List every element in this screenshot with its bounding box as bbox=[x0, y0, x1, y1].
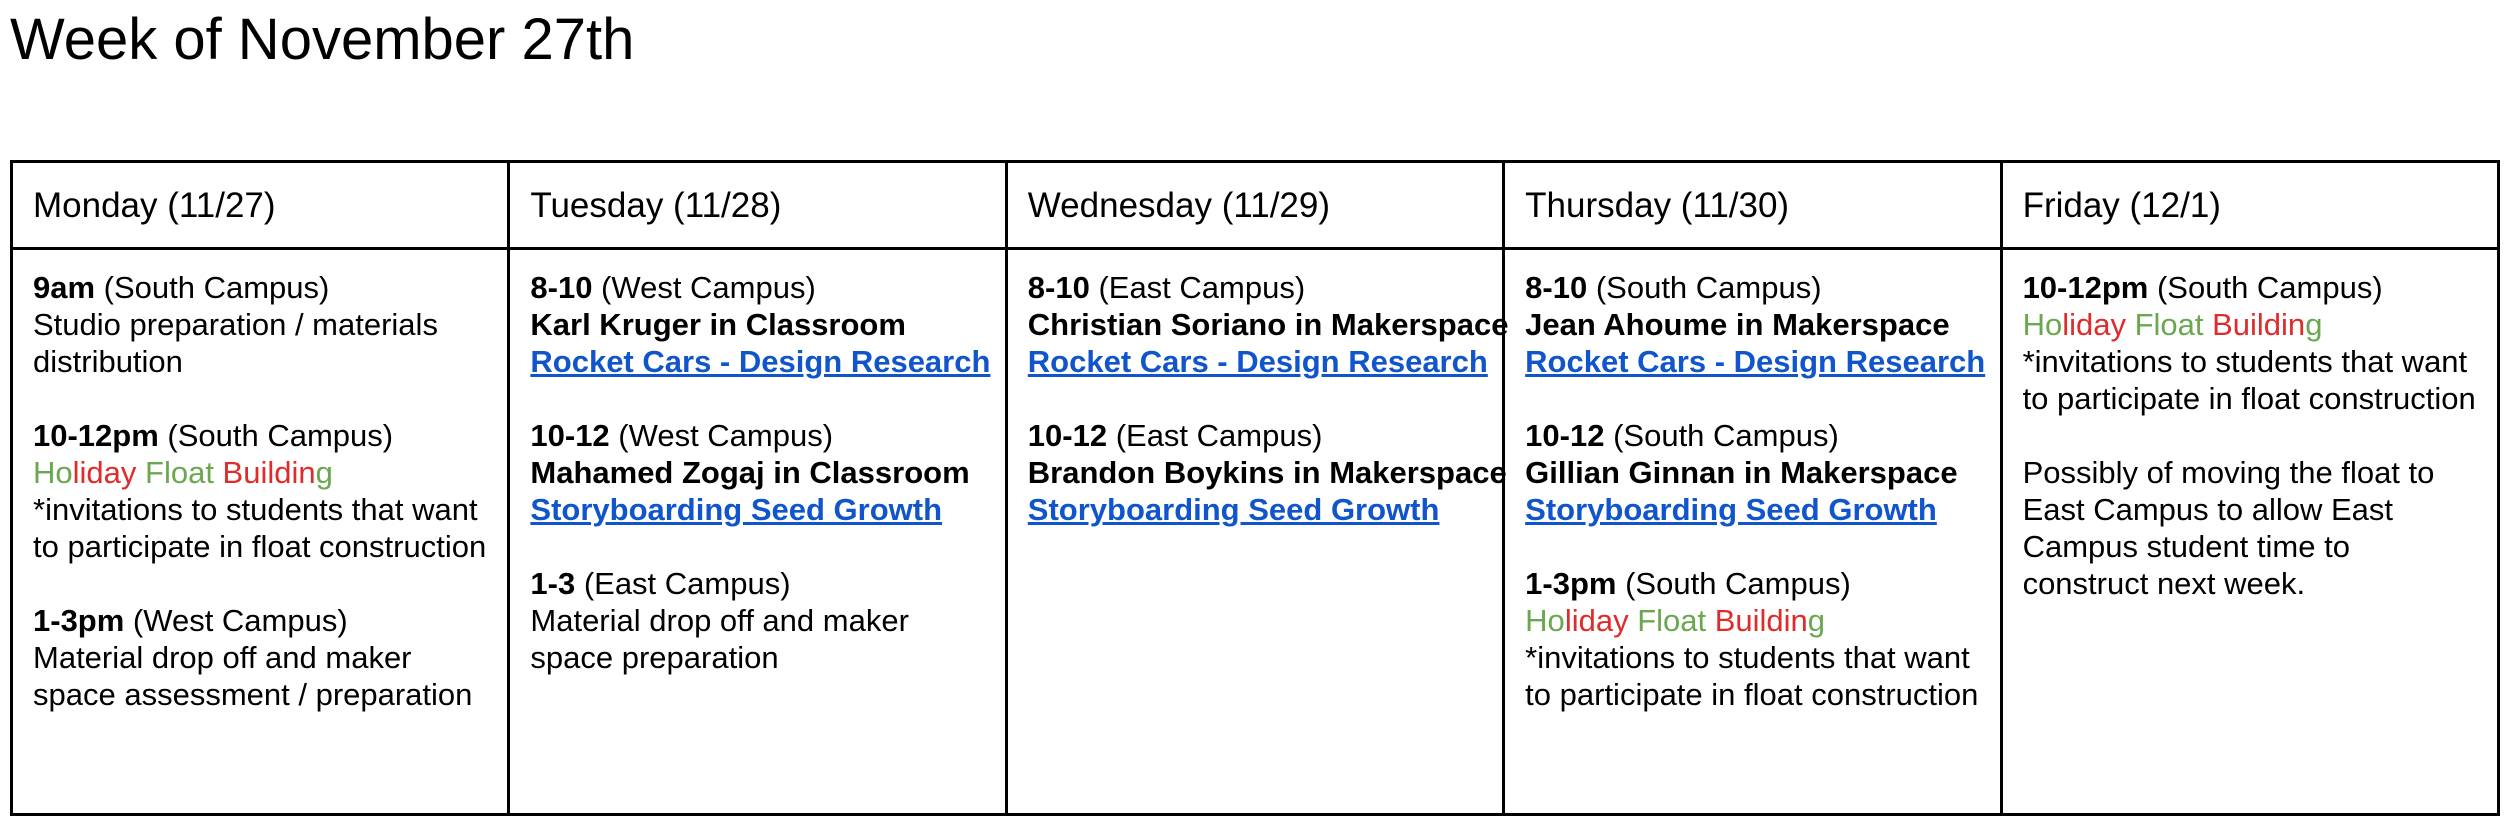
holiday-float-building-label bbox=[2023, 306, 2477, 343]
schedule-note bbox=[2023, 454, 2477, 602]
festive-segment: g bbox=[315, 455, 333, 490]
entry-presenter: Mahamed Zogaj in Classroom bbox=[530, 455, 970, 490]
entry-time: 10-12pm bbox=[2022, 270, 2149, 305]
entry-location: (West Campus) bbox=[592, 270, 816, 305]
schedule-entry bbox=[1525, 269, 1986, 380]
entry-location: (East Campus) bbox=[1107, 418, 1323, 453]
day-header-friday: Friday (12/1) bbox=[2001, 162, 2498, 249]
festive-segment: Buildin bbox=[1706, 603, 1808, 638]
schedule-entry bbox=[33, 602, 487, 713]
entry-time: 8-10 bbox=[1027, 270, 1090, 305]
holiday-float-building-label bbox=[1525, 602, 1979, 639]
session-link[interactable]: Storyboarding Seed Growth bbox=[530, 492, 943, 527]
entry-location: (South Campus) bbox=[2148, 270, 2383, 305]
entry-description: *invitations to students that want to participate in float construction bbox=[33, 492, 487, 564]
entry-presenter: Brandon Boykins in Makerspace bbox=[1027, 455, 1507, 490]
session-link[interactable]: Rocket Cars - Design Research bbox=[1027, 344, 1488, 379]
session-link[interactable]: Storyboarding Seed Growth bbox=[1027, 492, 1440, 527]
entry-time-line bbox=[530, 417, 984, 454]
festive-segment: Ho bbox=[33, 455, 73, 490]
entry-description: Studio preparation / materials distribution bbox=[33, 307, 438, 379]
day-cell-friday bbox=[2001, 249, 2498, 815]
entry-time: 10-12 bbox=[1027, 418, 1108, 453]
entry-time: 10-12 bbox=[530, 418, 610, 453]
entry-presenter: Jean Ahoume in Makerspace bbox=[1525, 307, 1950, 342]
entry-time: 10-12pm bbox=[33, 418, 159, 453]
festive-segment: liday bbox=[72, 455, 137, 490]
holiday-float-building-label bbox=[33, 454, 487, 491]
schedule-entry bbox=[33, 417, 487, 565]
day-header-row bbox=[12, 162, 2499, 249]
entry-time-line bbox=[33, 269, 487, 306]
festive-segment: g bbox=[2305, 307, 2323, 342]
entry-time: 9am bbox=[33, 270, 96, 305]
day-cell-wednesday bbox=[1006, 249, 1509, 815]
day-header-wednesday: Wednesday (11/29) bbox=[1006, 162, 1503, 249]
entry-time-line bbox=[33, 602, 487, 639]
entry-description: Material drop off and maker space assessment / preparation bbox=[33, 640, 473, 712]
entry-presenter: Christian Soriano in Makerspace bbox=[1027, 307, 1509, 342]
entry-time-line bbox=[1525, 565, 1979, 602]
entry-time-line bbox=[33, 417, 487, 454]
entry-time: 8-10 bbox=[1525, 270, 1588, 305]
entry-description: *invitations to students that want to participate in float construction bbox=[2022, 344, 2476, 416]
entry-presenter: Karl Kruger in Classroom bbox=[530, 307, 906, 342]
festive-segment: liday bbox=[1564, 603, 1629, 638]
schedule-entry bbox=[33, 269, 487, 380]
festive-segment: Ho bbox=[1525, 603, 1565, 638]
session-link[interactable]: Rocket Cars - Design Research bbox=[1525, 344, 1986, 379]
entry-time-line bbox=[1028, 417, 1482, 454]
schedule-entry bbox=[530, 417, 984, 528]
entry-description: *invitations to students that want to participate in float construction bbox=[1525, 640, 1979, 712]
entry-time: 1-3pm bbox=[33, 603, 125, 638]
entry-time-line bbox=[1525, 417, 1979, 454]
entry-time: 1-3pm bbox=[1525, 566, 1617, 601]
day-cell-monday bbox=[12, 249, 509, 815]
festive-segment: Float bbox=[1628, 603, 1707, 638]
day-header-thursday: Thursday (11/30) bbox=[1504, 162, 2001, 249]
entry-time-line bbox=[1525, 269, 1979, 306]
festive-segment: g bbox=[1807, 603, 1826, 638]
schedule-entry bbox=[2023, 269, 2477, 417]
session-link[interactable]: Rocket Cars - Design Research bbox=[530, 344, 991, 379]
entry-time: 8-10 bbox=[530, 270, 593, 305]
schedule-entry bbox=[1525, 565, 1979, 713]
entry-time: 10-12 bbox=[1525, 418, 1605, 453]
entry-location: (South Campus) bbox=[1604, 418, 1839, 453]
entry-time-line bbox=[2023, 269, 2477, 306]
session-link[interactable]: Storyboarding Seed Growth bbox=[1525, 492, 1937, 527]
schedule-entry bbox=[1027, 269, 1509, 380]
entry-location: (South Campus) bbox=[1616, 566, 1851, 601]
entry-location: (West Campus) bbox=[609, 418, 834, 453]
day-header-tuesday: Tuesday (11/28) bbox=[509, 162, 1006, 249]
day-header-monday: Monday (11/27) bbox=[12, 162, 509, 249]
entry-time-line bbox=[1028, 269, 1482, 306]
schedule-entry bbox=[530, 269, 991, 380]
day-cell-thursday bbox=[1504, 249, 2001, 815]
schedule-entry bbox=[1027, 417, 1507, 528]
festive-segment: Float bbox=[136, 455, 214, 490]
festive-segment: Ho bbox=[2022, 307, 2063, 342]
schedule-entry bbox=[530, 565, 984, 676]
festive-segment: Buildin bbox=[213, 455, 316, 490]
entry-description: Material drop off and maker space preparation bbox=[530, 603, 909, 675]
entry-time: 1-3 bbox=[530, 566, 576, 601]
festive-segment: Buildin bbox=[2203, 307, 2306, 342]
festive-segment: Float bbox=[2125, 307, 2204, 342]
entry-time-line bbox=[530, 269, 984, 306]
entry-location: (East Campus) bbox=[575, 566, 791, 601]
weekly-schedule-table bbox=[10, 160, 2500, 816]
entry-location: (South Campus) bbox=[1587, 270, 1822, 305]
day-cell-tuesday bbox=[509, 249, 1006, 815]
entry-location: (East Campus) bbox=[1089, 270, 1306, 305]
entry-location: (South Campus) bbox=[95, 270, 330, 305]
page-title: Week of November 27th bbox=[10, 7, 635, 72]
festive-segment: liday bbox=[2062, 307, 2126, 342]
schedule-entry bbox=[1525, 417, 1979, 528]
entry-location: (South Campus) bbox=[158, 418, 394, 453]
entry-time-line bbox=[530, 565, 984, 602]
entry-location: (West Campus) bbox=[124, 603, 348, 638]
entry-description: Possibly of moving the float to East Campus to allow East Campus student time to construct next week. bbox=[2022, 455, 2435, 601]
entry-presenter: Gillian Ginnan in Makerspace bbox=[1525, 455, 1958, 490]
day-schedule-row bbox=[12, 249, 2499, 815]
